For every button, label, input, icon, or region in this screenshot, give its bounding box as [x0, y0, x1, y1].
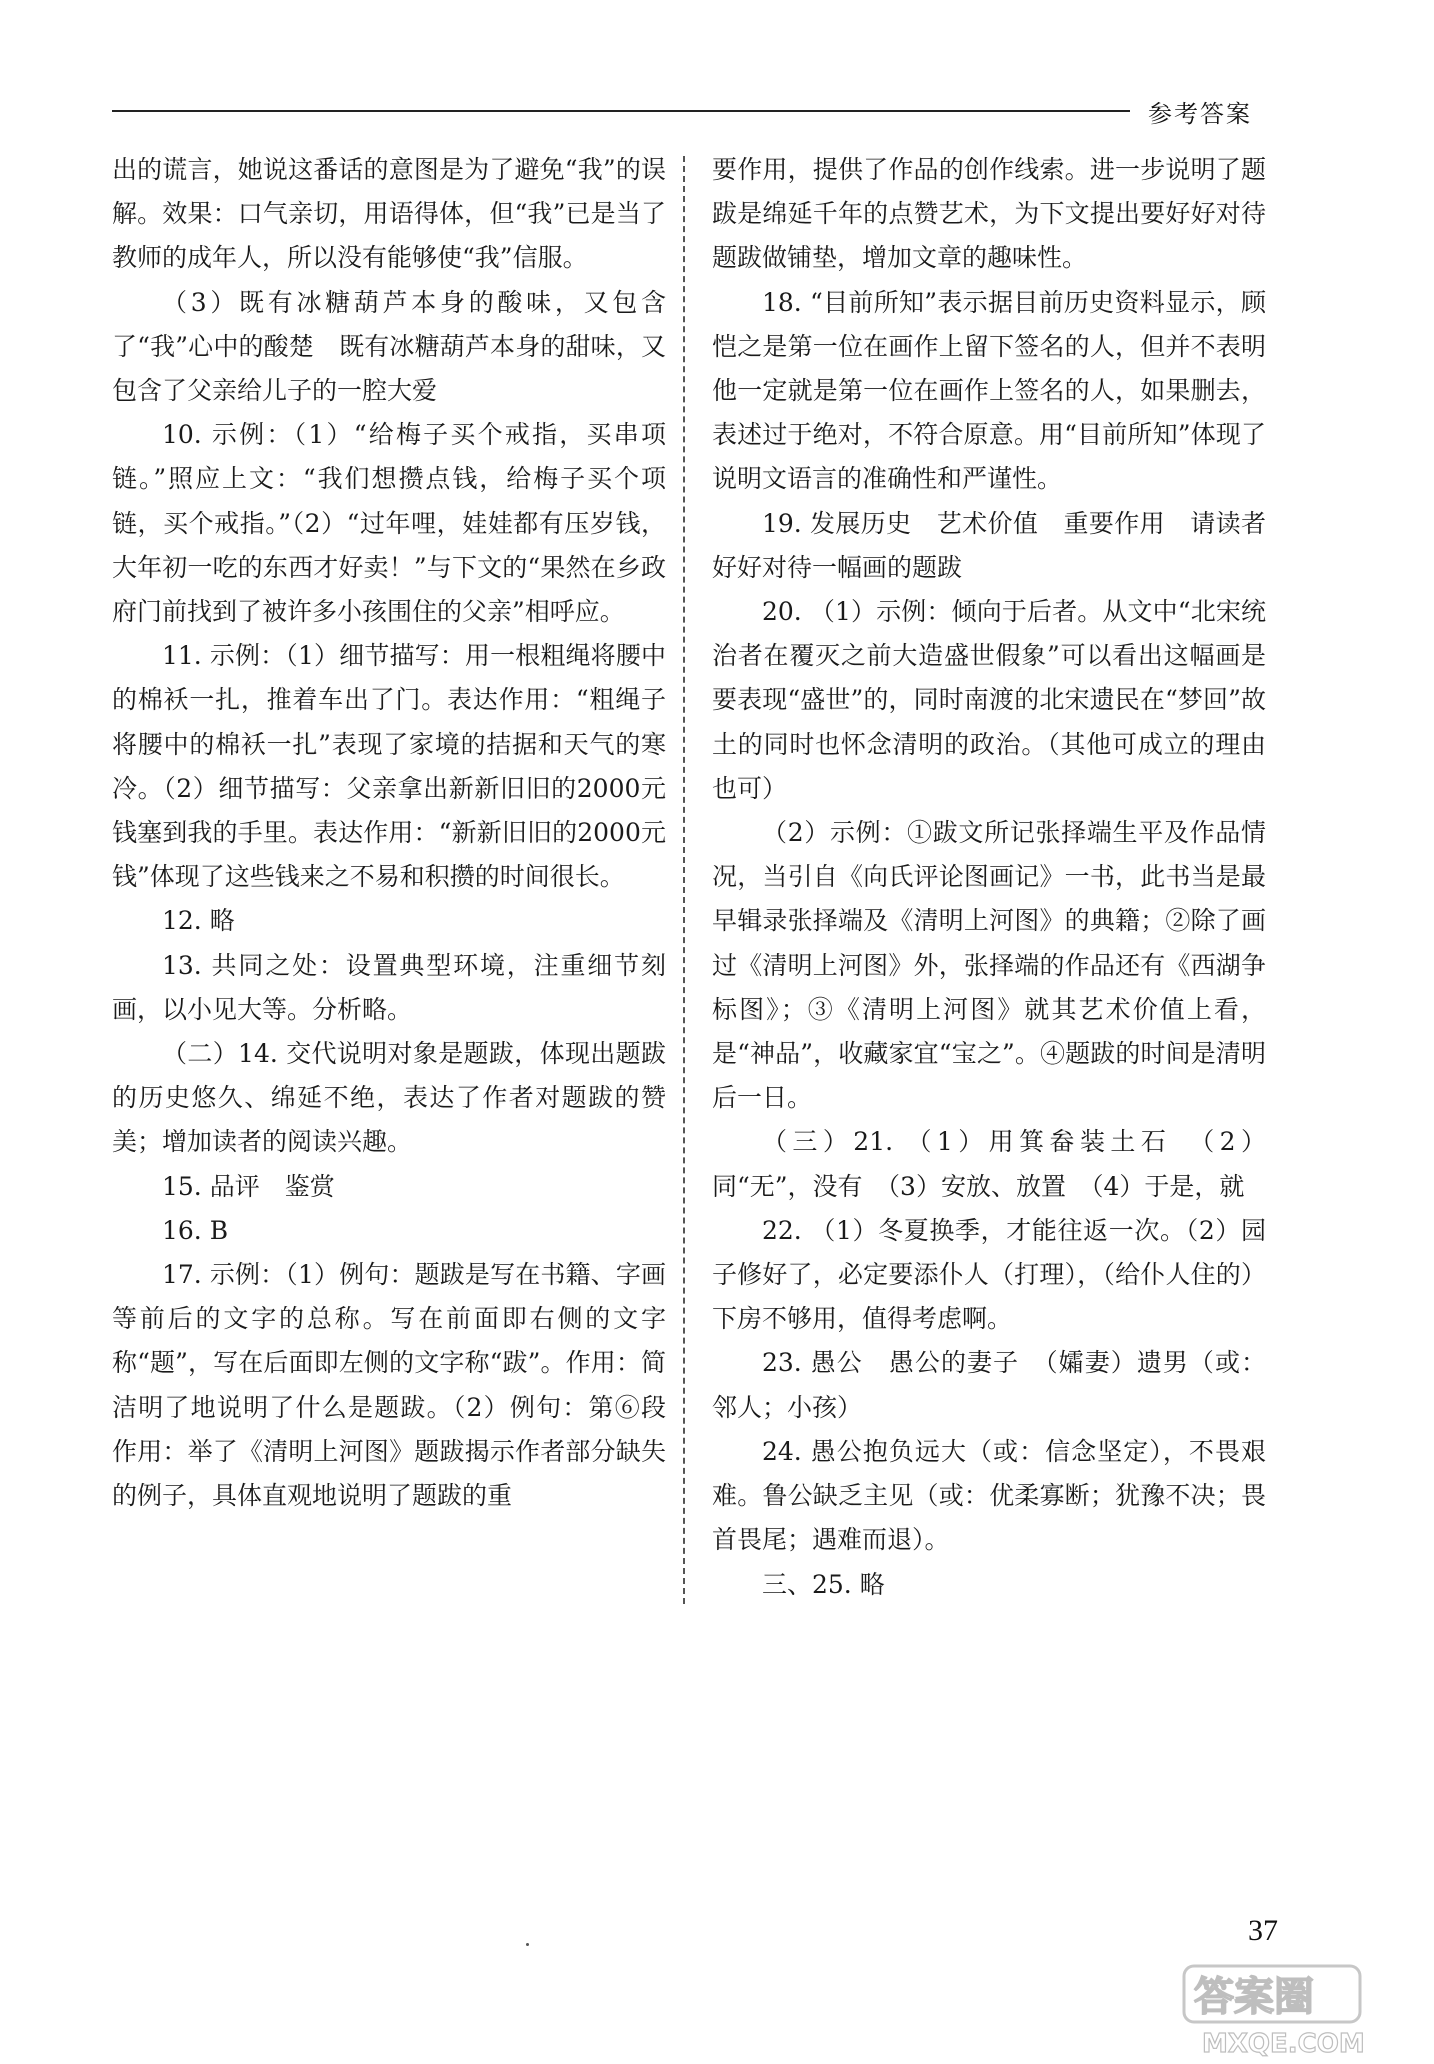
- left-column: [112, 148, 692, 1518]
- answer-paragraph: （三）21. （1）用箕畚装土石 （2）同“无”，没有 （3）安放、放置 （4）于是，就: [712, 1127, 1266, 1201]
- answer-paragraph: 23. 愚公 愚公的妻子 （孀妻）遗男（或：邻人；小孩）: [712, 1348, 1266, 1422]
- answer-paragraph: 16. B: [162, 1215, 229, 1245]
- answer-paragraph: （二）14. 交代说明对象是题跋，体现出题跋的历史悠久、绵延不绝，表达了作者对题跋的赞美；增加读者的阅读兴趣。: [112, 1039, 666, 1157]
- answer-paragraph: 12. 略: [162, 906, 235, 936]
- answer-paragraph: 13. 共同之处：设置典型环境，注重细节刻画，以小见大等。分析略。: [112, 950, 666, 1024]
- answer-paragraph: 三、25. 略: [762, 1569, 885, 1599]
- watermark-top-text: 答案圈: [1194, 1974, 1314, 2020]
- answer-paragraph: 22. （1）冬夏换季，才能往返一次。（2）园子修好了，必定要添仆人（打理），（给仆人住的）下房不够用，值得考虑啊。: [712, 1215, 1266, 1334]
- answer-paragraph: 24. 愚公抱负远大（或：信念坚定），不畏艰难。鲁公缺乏主见（或：优柔寡断；犹豫不决；畏首畏尾；遇难而退）。: [712, 1436, 1266, 1555]
- answer-paragraph: 20. （1）示例：倾向于后者。从文中“北宋统治者在覆灭之前大造盛世假象”可以看出这幅画是要表现“盛世”的，同时南渡的北宋遗民在“梦回”故土的同时也怀念清明的政治。（其他可成立的理由也可）: [712, 597, 1266, 803]
- right-column: [712, 148, 1266, 1607]
- watermark-bottom-text: MXQE.COM: [1202, 2029, 1365, 2058]
- answer-paragraph: 19. 发展历史 艺术价值 重要作用 请读者好好对待一幅画的题跋: [712, 508, 1266, 582]
- answer-paragraph: （2）示例：①跋文所记张择端生平及作品情况，当引自《向氏评论图画记》一书，此书当是最早辑录张择端及《清明上河图》的典籍；②除了画过《清明上河图》外，张择端的作品还有《西湖争标图》；③《清明上河图》就其艺术价值上看，是“神品”，收藏家宜“宝之”。④题跋的时间是清明后一日。: [712, 818, 1266, 1113]
- watermark-logo: [1180, 1962, 1430, 2058]
- answer-paragraph: 11. 示例：（1）细节描写：用一根粗绳将腰中的棉袄一扎，推着车出了门。表达作用：“粗绳子将腰中的棉袄一扎”表现了家境的拮据和天气的寒冷。（2）细节描写：父亲拿出新新旧旧的2000元钱塞到我的手里。表达作用：“新新旧旧的2000元钱”体现了这些钱来之不易和积攒的时间很长。: [112, 641, 666, 892]
- header-title: 参考答案: [1148, 100, 1252, 128]
- answer-paragraph: 10. 示例：（1）“给梅子买个戒指，买串项链。”照应上文：“我们想攒点钱，给梅子买个项链，买个戒指。”（2）“过年哩，娃娃都有压岁钱，大年初一吃的东西才好卖！”与下文的“果然在乡政府门前找到了被许多小孩围住的父亲”相呼应。: [112, 420, 666, 627]
- page-number: 37: [1248, 1914, 1278, 1947]
- header-rule: [112, 110, 1130, 112]
- column-divider: [683, 156, 685, 1604]
- scan-dot: [526, 1943, 529, 1946]
- answer-paragraph: 18. “目前所知”表示据目前历史资料显示，顾恺之是第一位在画作上留下签名的人，但并不表明他一定就是第一位在画作上签名的人，如果删去，表述过于绝对，不符合原意。用“目前所知”体现了说明文语言的准确性和严谨性。: [712, 287, 1266, 494]
- answer-paragraph: 17. 示例：（1）例句：题跋是写在书籍、字画等前后的文字的总称。写在前面即右侧的文字称“题”，写在后面即左侧的文字称“跋”。作用：简洁明了地说明了什么是题跋。（2）例句：第⑥段 作用：举了《清明上河图》题跋揭示作者部分缺失的例子，具体直观地说明了题跋的重: [112, 1260, 692, 1511]
- answer-paragraph: 15. 品评 鉴赏: [162, 1171, 335, 1201]
- answer-paragraph: 出的谎言，她说这番话的意图是为了避免“我”的误解。效果：口气亲切，用语得体，但“我”已是当了教师的成年人，所以没有能够使“我”信服。: [112, 155, 666, 273]
- answer-paragraph: 要作用，提供了作品的创作线索。进一步说明了题跋是绵延千年的点赞艺术，为下文提出要好好对待题跋做铺垫，增加文章的趣味性。: [712, 155, 1266, 273]
- answer-paragraph: （3）既有冰糖葫芦本身的酸味，又包含了“我”心中的酸楚 既有冰糖葫芦本身的甜味，又包含了父亲给儿子的一腔大爱: [112, 287, 666, 406]
